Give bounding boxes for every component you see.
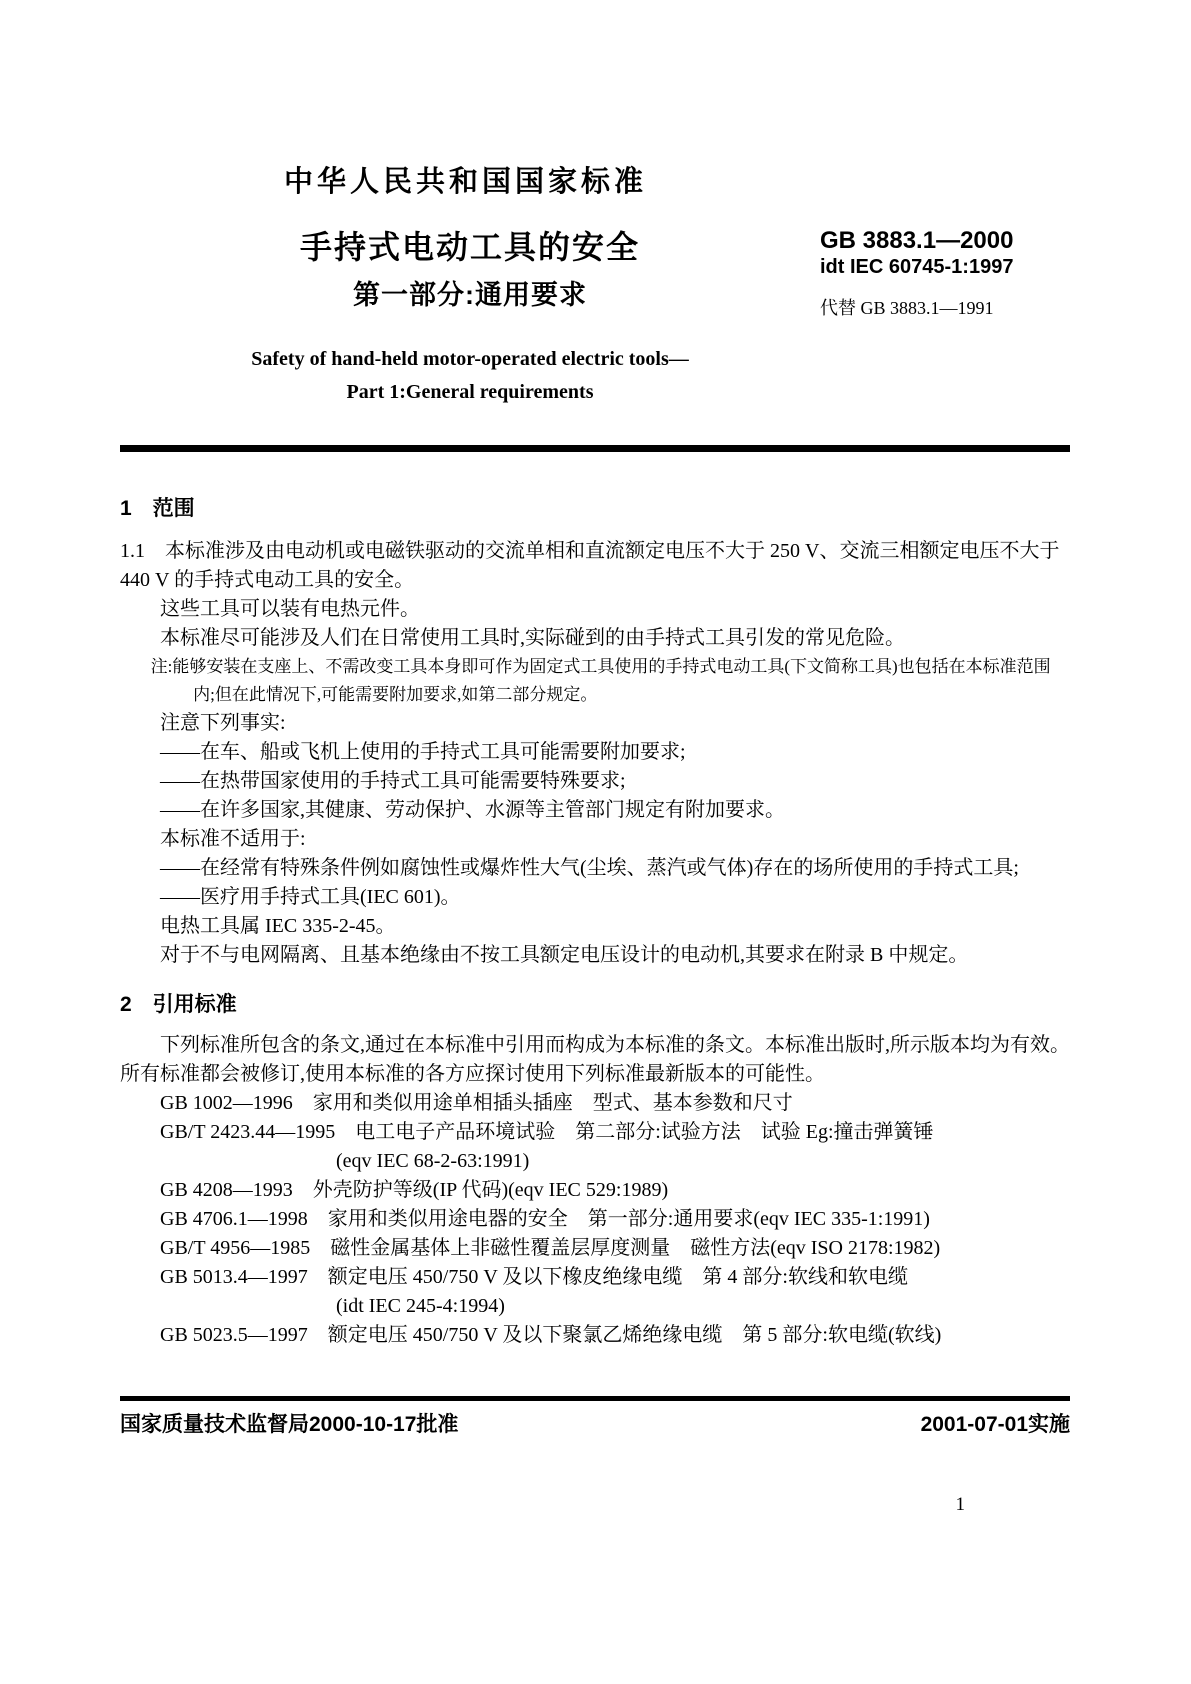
reference-item-continuation: (idt IEC 245-4:1994) [336, 1294, 505, 1317]
standard-code-block [820, 227, 1070, 320]
scope-paragraph: 本标准尽可能涉及人们在日常使用工具时,实际碰到的由手持式工具引发的常见危险。 [160, 626, 905, 649]
scope-dash-item: ——在车、船或飞机上使用的手持式工具可能需要附加要求; [160, 740, 686, 763]
approval-authority: 国家质量技术监督局2000-10-17批准 [120, 1413, 459, 1436]
scope-paragraph-1-1: 1.1 本标准涉及由电动机或电磁铁驱动的交流单相和直流额定电压不大于 250 V、交流三相额定电压不大于 440 V 的手持式电动工具的安全。 [120, 539, 1060, 591]
idt-reference: idt IEC 60745-1:1997 [820, 255, 1014, 278]
scope-paragraph: 电热工具属 IEC 335-2-45。 [160, 914, 396, 937]
reference-item: GB 5013.4—1997 额定电压 450/750 V 及以下橡皮绝缘电缆 第 4 部分:软线和软电缆 [160, 1265, 908, 1288]
scope-dash-item: ——在许多国家,其健康、劳动保护、水源等主管部门规定有附加要求。 [160, 798, 785, 821]
footer-rule [120, 1396, 1070, 1401]
page-number: 1 [955, 1494, 965, 1515]
page-footer [120, 1396, 1070, 1438]
reference-item-continuation: (eqv IEC 68-2-63:1991) [336, 1149, 530, 1172]
scope-paragraph: 这些工具可以装有电热元件。 [160, 597, 420, 620]
title-en-line1: Safety of hand-held motor-operated electric tools— [251, 347, 689, 370]
document-title-cn: 手持式电动工具的安全 [299, 229, 640, 265]
scope-dash-item: ——在经常有特殊条件例如腐蚀性或爆炸性大气(尘埃、蒸汽或气体)存在的场所使用的手持式工具; [160, 856, 1019, 879]
document-subtitle-cn: 第一部分:通用要求 [353, 280, 587, 310]
footer-row [120, 1408, 1070, 1438]
standard-code: GB 3883.1—2000 [820, 227, 1014, 254]
title-en-line2: Part 1:General requirements [346, 380, 594, 403]
title-block-left [120, 227, 820, 320]
references-intro: 下列标准所包含的条文,通过在本标准中引用而构成为本标准的条文。本标准出版时,所示版本均为有效。所有标准都会被修订,使用本标准的各方应探讨使用下列标准最新版本的可能性。 [120, 1033, 1070, 1085]
document-title-en [120, 346, 820, 405]
scope-paragraph: 注意下列事实: [160, 711, 286, 734]
scope-note: 注:能够安装在支座上、不需改变工具本身即可作为固定式工具使用的手持式电动工具(下文简称工具)也包括在本标准范围内;但在此情况下,可能需要附加要求,如第二部分规定。 [150, 656, 1051, 704]
section-2-heading: 2 引用标准 [120, 992, 237, 1016]
reference-item: GB 5023.5—1997 额定电压 450/750 V 及以下聚氯乙烯绝缘电缆 第 5 部分:软电缆(软线) [160, 1323, 942, 1346]
scope-paragraph: 对于不与电网隔离、且基本绝缘由不按工具额定电压设计的电动机,其要求在附录 B 中规定。 [160, 943, 969, 966]
implementation-date: 2001-07-01实施 [920, 1413, 1070, 1436]
reference-item: GB/T 2423.44—1995 电工电子产品环境试验 第二部分:试验方法 试验 Eg:撞击弹簧锤 [160, 1120, 934, 1143]
scope-dash-item: ——医疗用手持式工具(IEC 601)。 [160, 885, 461, 908]
section-1-heading: 1 范围 [120, 496, 195, 520]
reference-item: GB 1002—1996 家用和类似用途单相插头插座 型式、基本参数和尺寸 [160, 1091, 793, 1114]
replaces-note: 代替 GB 3883.1—1991 [820, 297, 994, 318]
title-block [120, 227, 1070, 320]
national-standard-label: 中华人民共和国国家标准 [284, 166, 648, 198]
scope-paragraph: 本标准不适用于: [160, 827, 306, 850]
scope-dash-item: ——在热带国家使用的手持式工具可能需要特殊要求; [160, 769, 626, 792]
reference-item: GB 4706.1—1998 家用和类似用途电器的安全 第一部分:通用要求(eqv IEC 335-1:1991) [160, 1207, 930, 1230]
reference-item: GB/T 4956—1985 磁性金属基体上非磁性覆盖层厚度测量 磁性方法(eqv ISO 2178:1982) [160, 1236, 941, 1259]
reference-item: GB 4208—1993 外壳防护等级(IP 代码)(eqv IEC 529:1989) [160, 1178, 669, 1201]
header-rule [120, 445, 1070, 452]
